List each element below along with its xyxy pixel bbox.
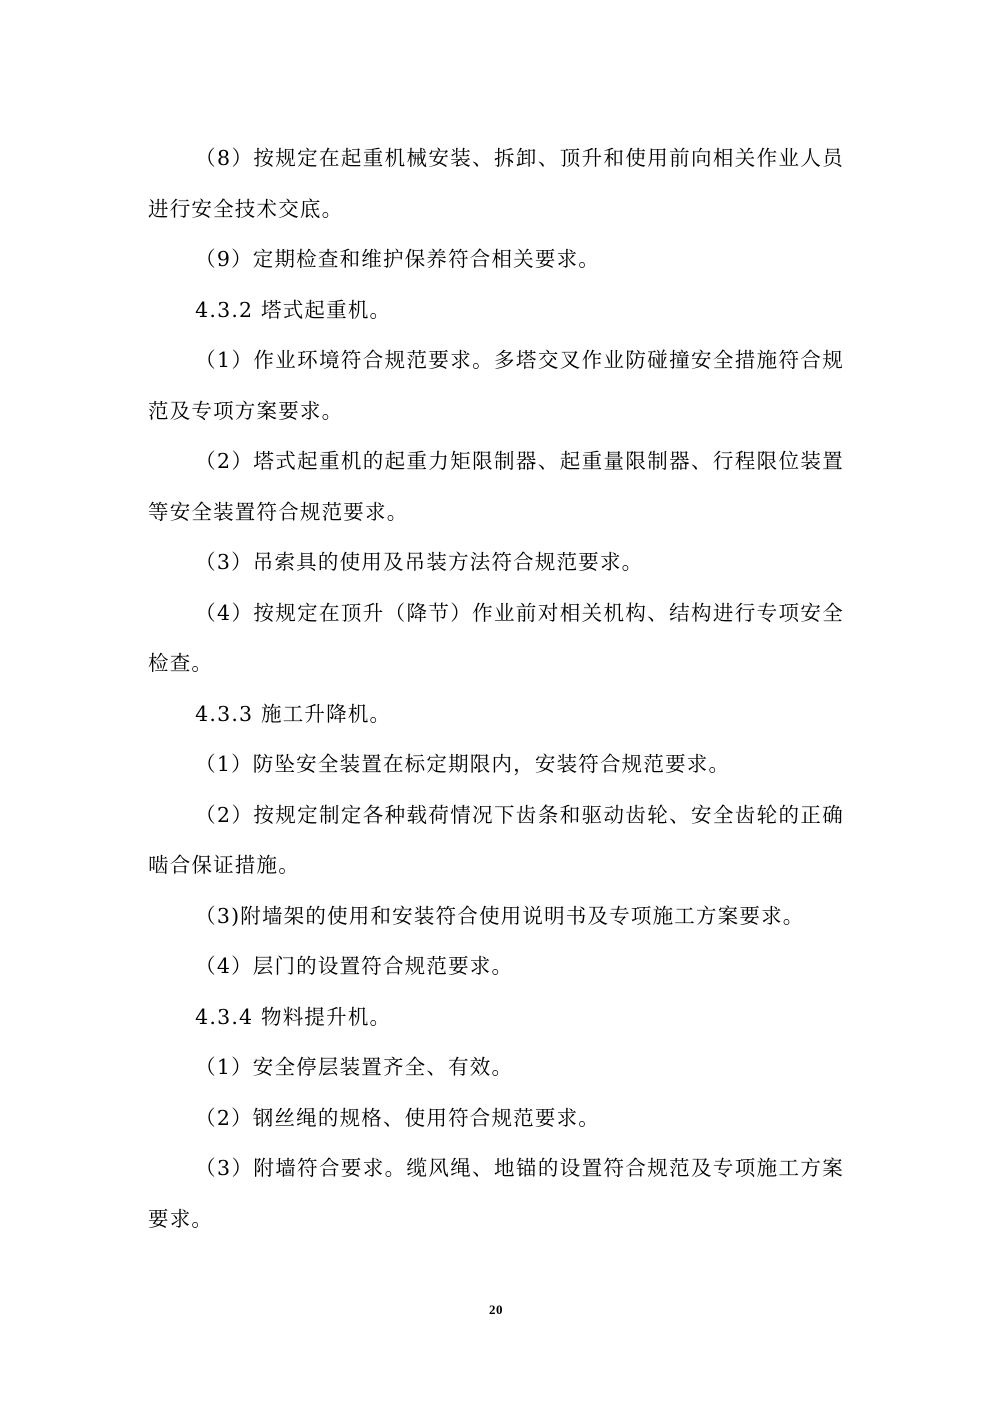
paragraph-material-lift-1: （1）安全停层装置齐全、有效。 bbox=[195, 1055, 514, 1079]
paragraph-tower-crane-2: （2）塔式起重机的起重力矩限制器、起重量限制器、行程限位装置等安全装置符合规范要求。 bbox=[148, 449, 844, 524]
section-heading-4-3-4: 4.3.4 物料提升机。 bbox=[195, 1004, 392, 1029]
page-number: 20 bbox=[489, 1302, 503, 1317]
paragraph-hoist-3: （3)附墙架的使用和安装符合使用说明书及专项施工方案要求。 bbox=[195, 903, 805, 928]
paragraph-item-9: （9）定期检查和维护保养符合相关要求。 bbox=[195, 247, 600, 271]
paragraph-tower-crane-1: （1）作业环境符合规范要求。多塔交叉作业防碰撞安全措施符合规范及专项方案要求。 bbox=[148, 348, 844, 423]
paragraph-hoist-1: （1）防坠安全装置在标定期限内，安装符合规范要求。 bbox=[195, 752, 731, 776]
paragraph-hoist-4: （4）层门的设置符合规范要求。 bbox=[195, 954, 514, 978]
paragraph-item-8: （8）按规定在起重机械安装、拆卸、顶升和使用前向相关作业人员进行安全技术交底。 bbox=[148, 146, 844, 221]
document-body bbox=[148, 133, 844, 1244]
paragraph-tower-crane-3: （3）吊索具的使用及吊装方法符合规范要求。 bbox=[195, 550, 644, 574]
section-heading-4-3-2: 4.3.2 塔式起重机。 bbox=[195, 297, 392, 322]
paragraph-material-lift-3: （3）附墙符合要求。缆风绳、地锚的设置符合规范及专项施工方案要求。 bbox=[148, 1156, 844, 1231]
section-heading-4-3-3: 4.3.3 施工升降机。 bbox=[195, 701, 392, 726]
paragraph-material-lift-2: （2）钢丝绳的规格、使用符合规范要求。 bbox=[195, 1105, 600, 1130]
paragraph-tower-crane-4: （4）按规定在顶升（降节）作业前对相关机构、结构进行专项安全检查。 bbox=[148, 600, 844, 675]
paragraph-hoist-2: （2）按规定制定各种载荷情况下齿条和驱动齿轮、安全齿轮的正确啮合保证措施。 bbox=[148, 802, 844, 877]
